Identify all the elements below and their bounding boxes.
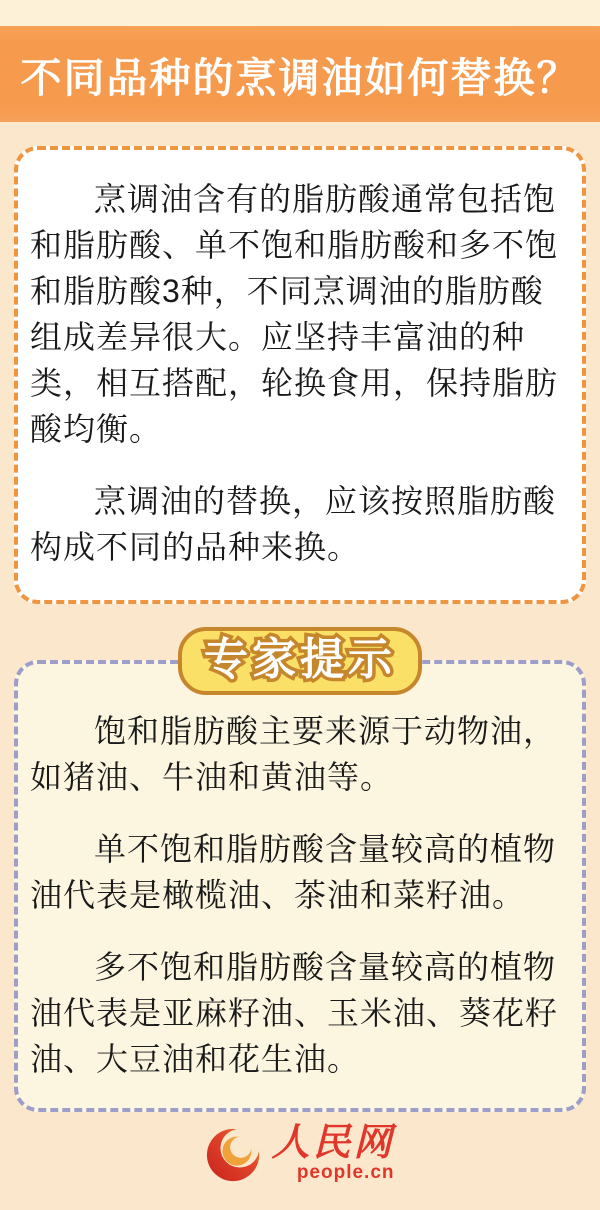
intro-text-box	[14, 146, 586, 604]
people-cn-logo-domain-text: people.cn	[296, 1161, 395, 1183]
tips-paragraph: 单不饱和脂肪酸含量较高的植物油代表是橄榄油、茶油和菜籽油。	[30, 831, 557, 913]
expert-tips-badge	[178, 627, 422, 695]
people-cn-logo-text	[271, 1124, 394, 1184]
tips-paragraph: 饱和脂肪酸主要来源于动物油，如猪油、牛油和黄油等。	[30, 713, 557, 795]
expert-tips-badge-label: 专家提示	[204, 635, 396, 684]
page-title: 不同品种的烹调油如何替换？	[20, 54, 580, 101]
tips-paragraph: 多不饱和脂肪酸含量较高的植物油代表是亚麻籽油、玉米油、葵花籽油、大豆油和花生油。	[30, 949, 559, 1077]
intro-paragraph: 烹调油的替换，应该按照脂肪酸构成不同的品种来换。	[30, 483, 557, 565]
expert-tips-box	[14, 660, 586, 1112]
top-margin-strip	[0, 0, 600, 26]
title-banner	[0, 26, 600, 122]
people-cn-logo-cn-text: 人民网	[271, 1122, 395, 1164]
footer-logo	[0, 1124, 600, 1184]
expert-tips-section	[14, 635, 586, 1112]
intro-paragraph: 烹调油含有的脂肪酸通常包括饱和脂肪酸、单不饱和脂肪酸和多不饱和脂肪酸3种，不同烹调油的脂肪酸组成差异很大。应坚持丰富油的种类，相互搭配，轮换食用，保持脂肪酸均衡。	[30, 181, 559, 447]
people-cn-logo-icon	[205, 1125, 263, 1183]
